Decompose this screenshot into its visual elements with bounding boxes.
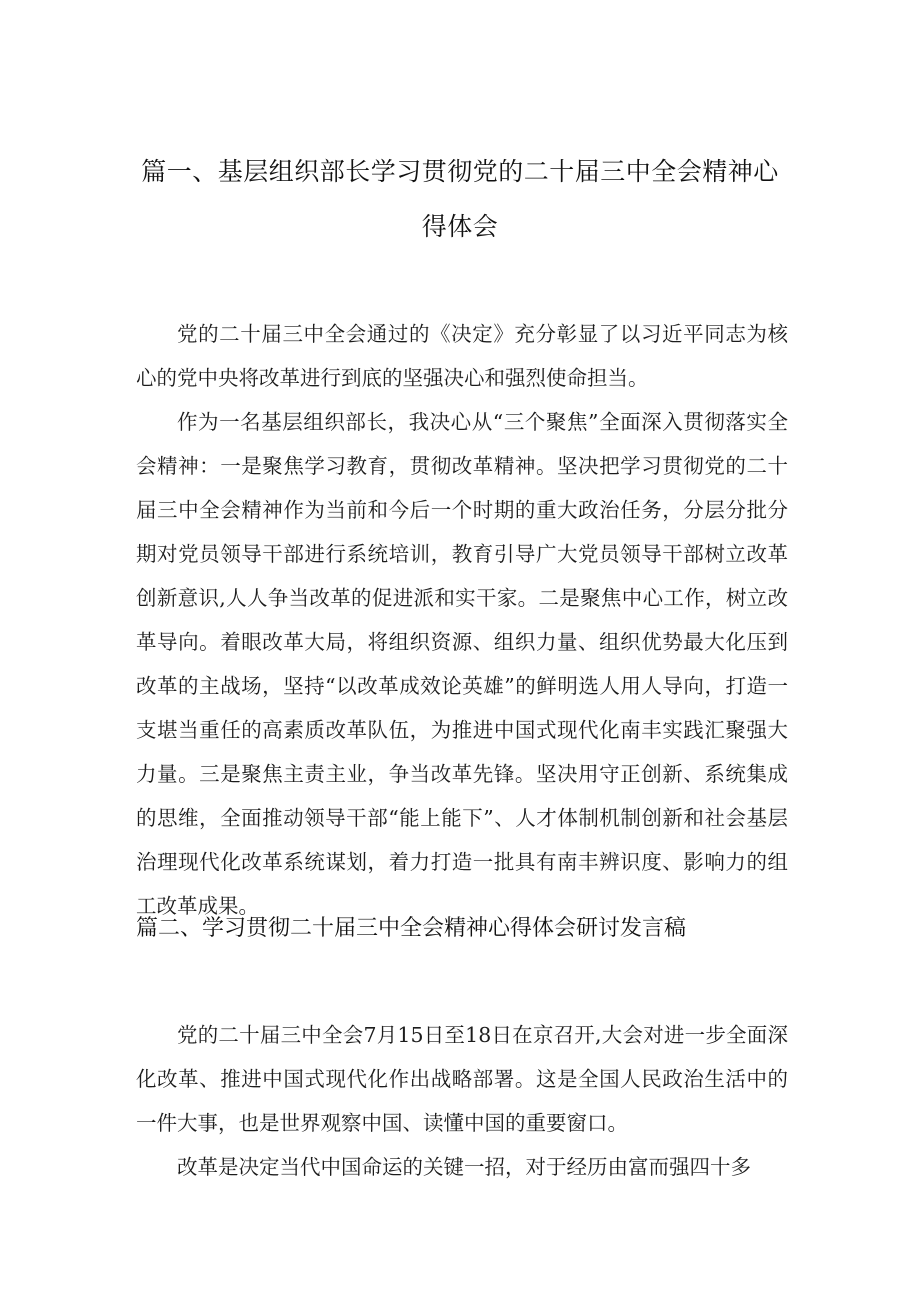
section1-title-line2: 得体会 — [421, 212, 499, 241]
section2-paragraph-1: 党的二十届三中全会7月15日至18日在京召开,大会对进一步全面深化改革、推进中国式现代化作出战略部署。这是全国人民政治生活中的一件大事，也是世界观察中国、读懂中国的重要窗口。 — [136, 1023, 788, 1135]
section1-paragraph-1: 党的二十届三中全会通过的《决定》充分彰显了以习近平同志为核心的党中央将改革进行到底的坚强决心和强烈使命担当。 — [136, 322, 788, 390]
section2-title: 篇二、学习贯彻二十届三中全会精神心得体会研讨发言稿 — [136, 916, 687, 941]
section2-paragraph-2: 改革是决定当代中国命运的关键一招，对于经历由富而强四十多 — [177, 1155, 751, 1179]
section1-paragraph-2: 作为一名基层组织部长，我决心从“三个聚焦”全面深入贯彻落实全会精神：一是聚焦学习教育，贯彻改革精神。坚决把学习贯彻党的二十届三中全会精神作为当前和今后一个时期的重大政治任务，分层分批分期对党员领导干部进行系统培训，教育引导广大党员领导干部树立改革创新意识,人人争当改革的促进派和实干家。二是聚焦中心工作，树立改革导向。着眼改革大局，将组织资源、组织力量、组织优势最大化压到改革的主战场，坚持“以改革成效论英雄”的鲜明选人用人导向，打造一支堪当重任的高素质改革队伍，为推进中国式现代化南丰实践汇聚强大力量。三是聚焦主责主业，争当改革先锋。坚决用守正创新、系统集成的思维，全面推动领导干部“能上能下”、人才体制机制创新和社会基层治理现代化改革系统谋划，着力打造一批具有南丰辨识度、影响力的组工改革成果。 — [136, 410, 788, 918]
section1-title-line1: 篇一、基层组织部长学习贯彻党的二十届三中全会精神心 — [141, 157, 779, 186]
